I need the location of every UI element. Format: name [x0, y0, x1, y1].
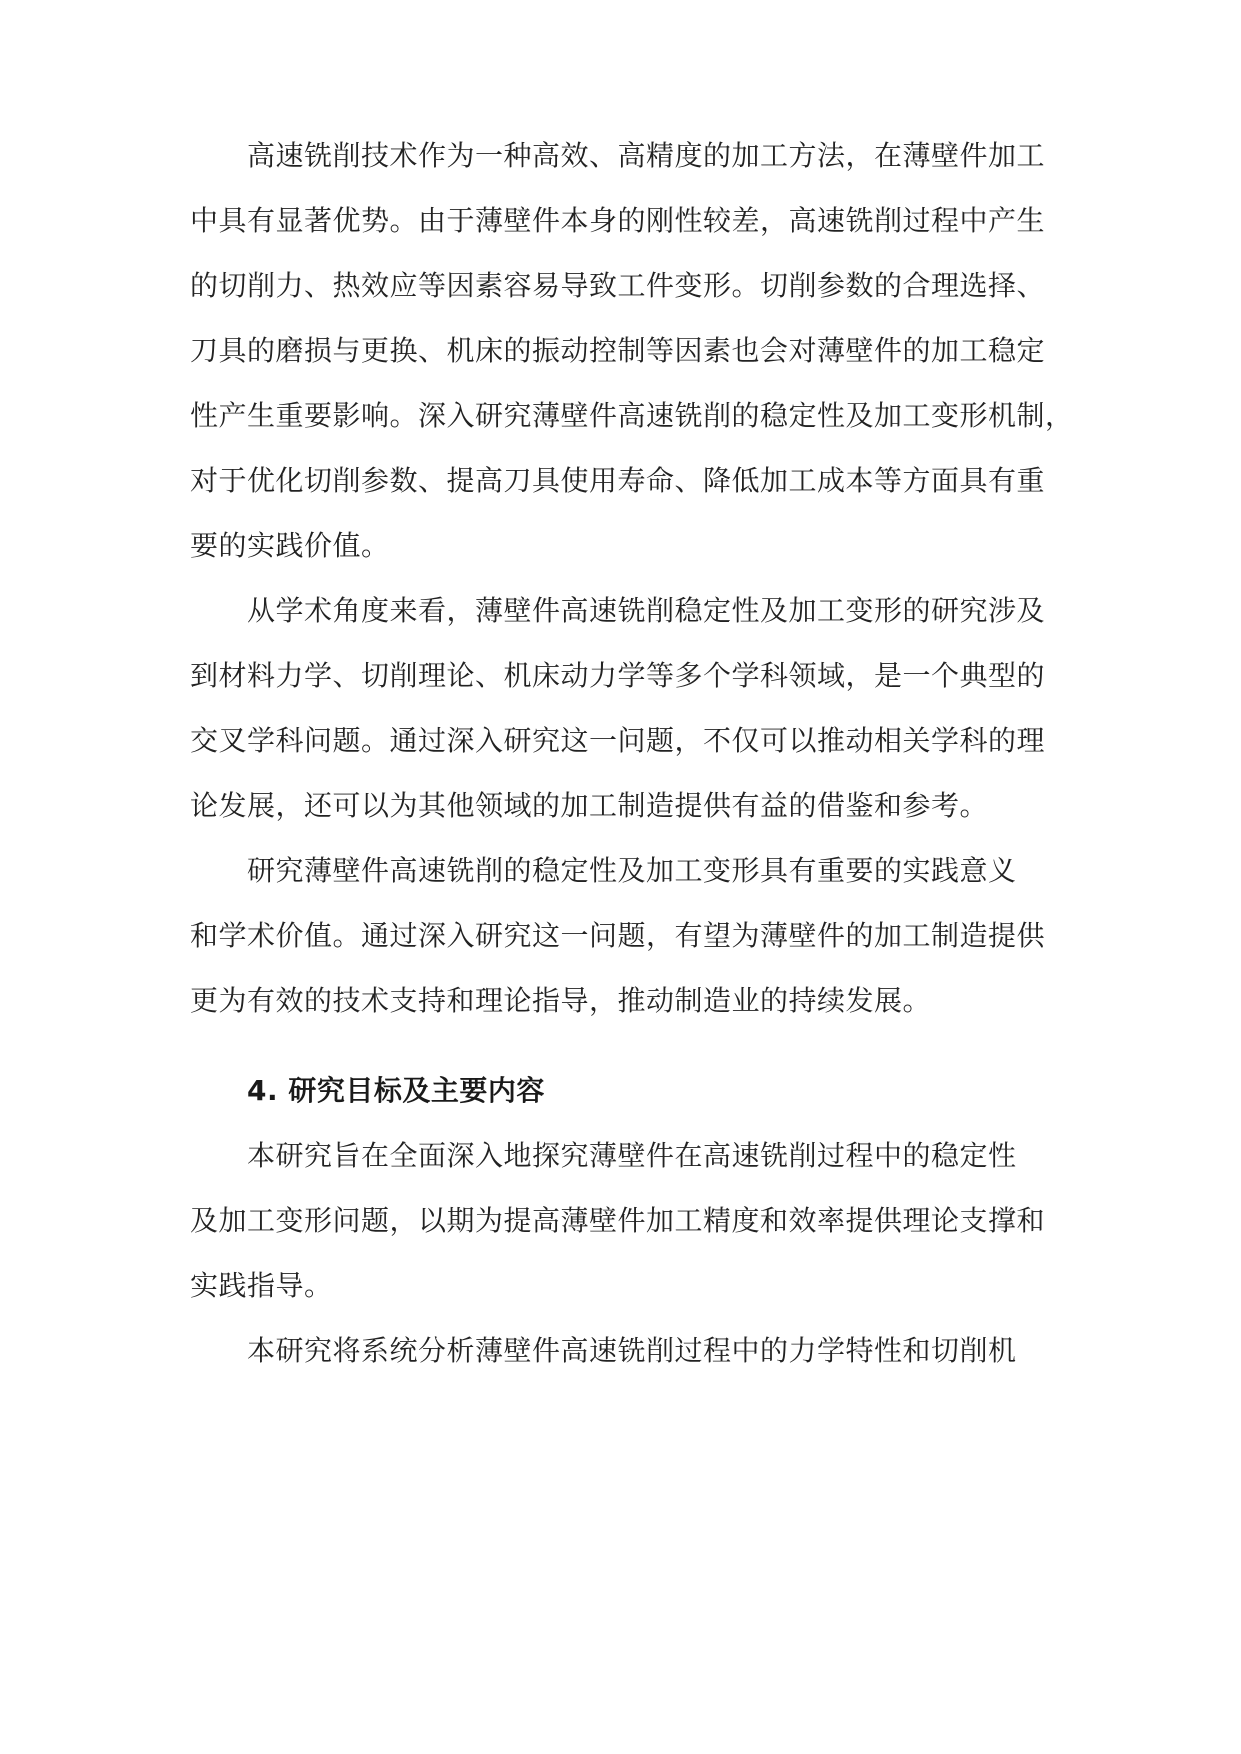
- paragraph-3-line-1: 研究薄壁件高速铣削的稳定性及加工变形具有重要的实践意义: [247, 854, 1017, 887]
- section-heading: 4. 研究目标及主要内容: [247, 1074, 545, 1107]
- paragraph-3-line-3: 更为有效的技术支持和理论指导，推动制造业的持续发展。: [190, 984, 932, 1017]
- section-paragraph-1-line-2: 及加工变形问题，以期为提高薄壁件加工精度和效率提供理论支撑和: [190, 1204, 1046, 1237]
- paragraph-2-line-4: 论发展，还可以为其他领域的加工制造提供有益的借鉴和参考。: [190, 789, 989, 822]
- paragraph-2-line-2: 到材料力学、切削理论、机床动力学等多个学科领域，是一个典型的: [190, 659, 1046, 692]
- paragraph-2-line-1: 从学术角度来看，薄壁件高速铣削稳定性及加工变形的研究涉及: [247, 594, 1046, 627]
- section-paragraph-1-line-3: 实践指导。: [190, 1269, 333, 1302]
- paragraph-1-line-1: 高速铣削技术作为一种高效、高精度的加工方法，在薄壁件加工: [247, 139, 1046, 172]
- section-paragraph-1-line-1: 本研究旨在全面深入地探究薄壁件在高速铣削过程中的稳定性: [247, 1139, 1017, 1172]
- section-paragraph-2-line-1: 本研究将系统分析薄壁件高速铣削过程中的力学特性和切削机: [247, 1334, 1017, 1367]
- paragraph-1-line-4: 刀具的磨损与更换、机床的振动控制等因素也会对薄壁件的加工稳定: [190, 334, 1046, 367]
- paragraph-1-line-2: 中具有显著优势。由于薄壁件本身的刚性较差，高速铣削过程中产生: [190, 204, 1046, 237]
- paragraph-1-line-3: 的切削力、热效应等因素容易导致工件变形。切削参数的合理选择、: [190, 269, 1046, 302]
- paragraph-1-line-6: 对于优化切削参数、提高刀具使用寿命、降低加工成本等方面具有重: [190, 464, 1046, 497]
- paragraph-1-line-5: 性产生重要影响。深入研究薄壁件高速铣削的稳定性及加工变形机制，: [190, 399, 1074, 432]
- paragraph-3-line-2: 和学术价值。通过深入研究这一问题，有望为薄壁件的加工制造提供: [190, 919, 1046, 952]
- paragraph-1-line-7: 要的实践价值。: [190, 529, 390, 562]
- paragraph-2-line-3: 交叉学科问题。通过深入研究这一问题，不仅可以推动相关学科的理: [190, 724, 1046, 757]
